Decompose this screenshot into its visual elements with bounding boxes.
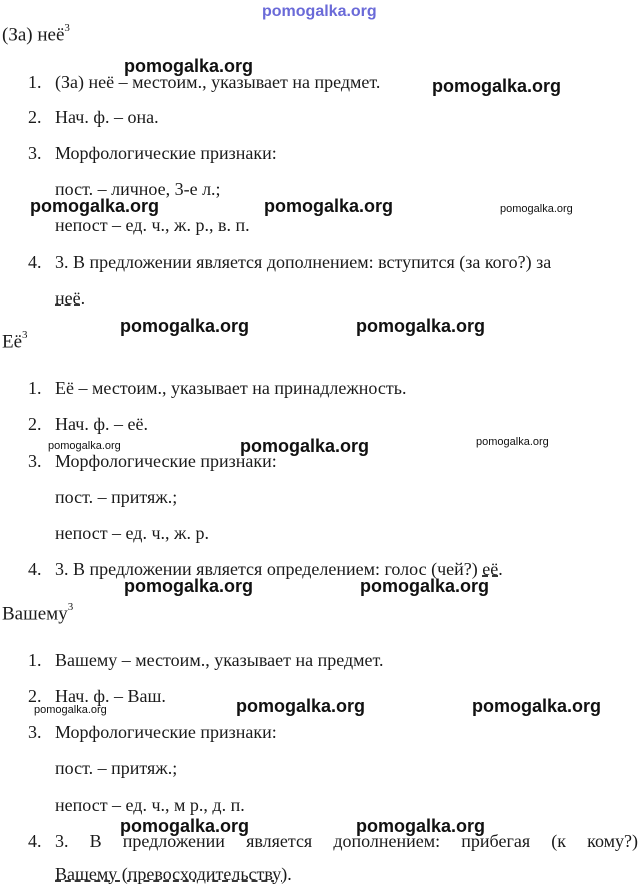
watermark: pomogalka.org (236, 696, 366, 716)
section-2-heading-word: Её (2, 331, 23, 353)
watermark: pomogalka.org (120, 316, 250, 336)
s3-item-4-word: предложении (122, 831, 225, 851)
s1-number-1: 1. (28, 72, 42, 92)
watermark: pomogalka.org (360, 576, 490, 596)
s3-item-4-word: 3. (55, 831, 69, 851)
watermark-small: pomogalka.org (500, 203, 573, 215)
watermark: pomogalka.org (120, 816, 250, 836)
s3-item-4-line-2 (55, 864, 292, 885)
s1-number-2: 2. (28, 107, 42, 127)
s1-number-4: 4. (28, 252, 42, 272)
section-3-heading-sup: 3 (67, 601, 74, 613)
section-2-heading (2, 331, 28, 353)
watermark: pomogalka.org (124, 56, 254, 76)
s2-item-4-period: . (498, 559, 503, 579)
s2-item-4-text: 3. В предложении является определением: голос (чей?) (55, 559, 483, 579)
section-2-heading-sup: 3 (22, 329, 28, 341)
section-1-heading (2, 24, 70, 46)
watermark-small: pomogalka.org (476, 436, 549, 448)
watermark: pomogalka.org (30, 196, 160, 216)
s2-number-1: 1. (28, 378, 42, 398)
s3-number-4: 4. (28, 831, 42, 851)
s1-item-4-line-2 (55, 288, 85, 309)
s1-sub-1: пост. – личное, 3-е л.; (55, 179, 221, 199)
s3-item-4-word: В (89, 831, 102, 851)
s3-item-2: Нач. ф. – Ваш. (55, 686, 166, 706)
section-3-heading (2, 603, 73, 625)
s1-item-2: Нач. ф. – она. (55, 107, 159, 127)
s2-number-2: 2. (28, 414, 42, 434)
watermark: pomogalka.org (240, 436, 370, 456)
s3-item-4-word: прибегая (461, 831, 531, 851)
s3-sub-1: пост. – притяж.; (55, 758, 178, 778)
watermark: pomogalka.org (356, 816, 486, 836)
s3-item-1: Вашему – местоим., указывает на предмет. (55, 650, 384, 670)
s2-item-1: Её – местоим., указывает на принадлежность. (55, 378, 407, 398)
s3-item-4-word: является (246, 831, 313, 851)
watermark: pomogalka.org (472, 696, 602, 716)
s2-item-2: Нач. ф. – её. (55, 414, 148, 434)
s1-sub-2: непост – ед. ч., ж. р., в. п. (55, 215, 250, 235)
s1-item-1: (За) неё – местоим., указывает на предмет. (55, 72, 381, 92)
s1-item-3: Морфологические признаки: (55, 143, 277, 163)
s1-number-3: 3. (28, 143, 42, 163)
s2-sub-2: непост – ед. ч., ж. р. (55, 523, 209, 543)
s3-item-4-word: (к (551, 831, 566, 851)
s3-sub-2: непост – ед. ч., м р., д. п. (55, 795, 245, 815)
top-watermark: pomogalka.org (262, 3, 377, 20)
s1-item-4-period: . (80, 288, 86, 308)
section-1-heading-sup: 3 (64, 22, 70, 34)
watermark: pomogalka.org (356, 316, 486, 336)
watermark: pomogalka.org (124, 576, 254, 596)
watermark-small: pomogalka.org (48, 440, 121, 452)
s3-number-3: 3. (28, 722, 42, 742)
s3-item-4-word: дополнением: (333, 831, 441, 851)
s3-item-4-underlined-phrase: Вашему (превосходительству) (55, 864, 288, 884)
watermark: pomogalka.org (432, 76, 562, 96)
s3-item-4-period: . (287, 864, 292, 884)
s3-item-3: Морфологические признаки: (55, 722, 277, 742)
watermark-small: pomogalka.org (34, 704, 107, 716)
s1-item-4-line-1: 3. В предложении является дополнением: вступится (за кого?) за (55, 252, 552, 272)
section-3-heading-word: Вашему (2, 603, 68, 625)
s2-sub-1: пост. – притяж.; (55, 487, 178, 507)
section-1-heading-word: (За) неё (2, 24, 65, 46)
s2-number-3: 3. (28, 451, 42, 471)
s3-item-4-word: кому?) (587, 831, 638, 851)
s3-number-1: 1. (28, 650, 42, 670)
s2-number-4: 4. (28, 559, 42, 579)
s1-item-4-underlined-word: неё (55, 288, 81, 308)
watermark: pomogalka.org (264, 196, 394, 216)
s2-item-4-underlined-word: её (482, 559, 499, 579)
s3-number-2: 2. (28, 686, 42, 706)
s2-item-3: Морфологические признаки: (55, 451, 277, 471)
